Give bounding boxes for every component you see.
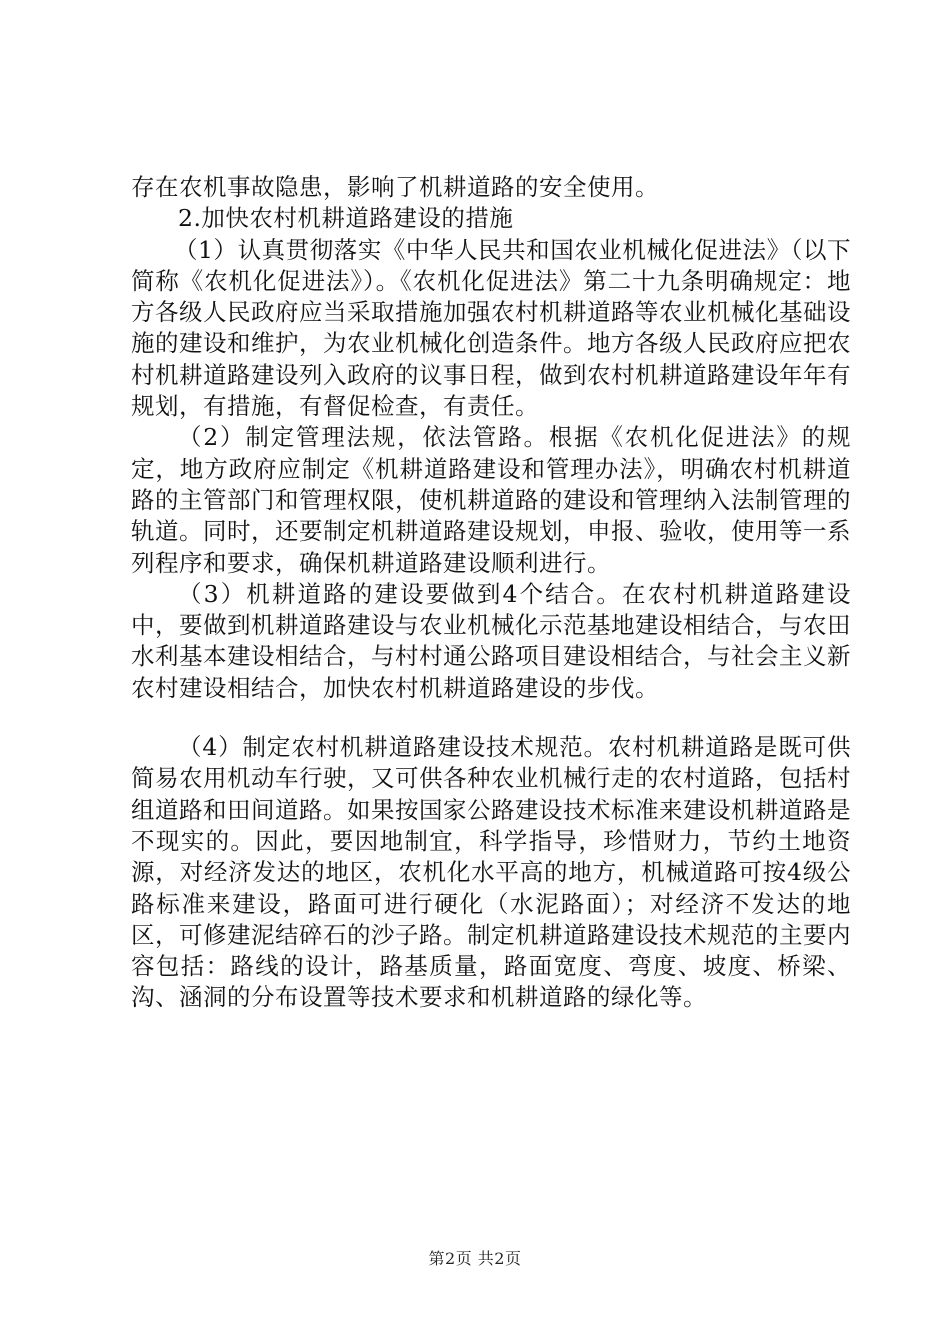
document-body bbox=[131, 172, 851, 1014]
section-heading: 2.加快农村机耕道路建设的措施 bbox=[178, 204, 514, 233]
paragraph-measure-1: （1）认真贯彻落实《中华人民共和国农业机械化促进法》（以下简称《农机化促进法》）。《农机化促进法》第二十九条明确规定：地方各级人民政府应当采取措施加强农村机耕道路等农业机械化基础设施的建设和维护，为农业机械化创造条件。地方各级人民政府应把农村机耕道路建设列入政府的议事日程，做到农村机耕道路建设年年有规划，有措施，有督促检查，有责任。 bbox=[131, 235, 851, 421]
paragraph-measure-2: （2）制定管理法规，依法管路。根据《农机化促进法》的规定，地方政府应制定《机耕道路建设和管理办法》，明确农村机耕道路的主管部门和管理权限，使机耕道路的建设和管理纳入法制管理的轨道。同时，还要制定机耕道路建设规划，申报、验收，使用等一系列程序和要求，确保机耕道路建设顺利进行。 bbox=[131, 423, 851, 577]
paragraph-measure-3: （3）机耕道路的建设要做到4个结合。在农村机耕道路建设中，要做到机耕道路建设与农业机械化示范基地建设相结合，与农田水利基本建设相结合，与村村通公路项目建设相结合，与社会主义新农村建设相结合，加快农村机耕道路建设的步伐。 bbox=[131, 579, 851, 702]
paragraph-measure-4: （4）制定农村机耕道路建设技术规范。农村机耕道路是既可供简易农用机动车行驶，又可供各种农业机械行走的农村道路，包括村组道路和田间道路。如果按国家公路建设技术标准来建设机耕道路是不现实的。因此，要因地制宜，科学指导，珍惜财力，节约土地资源，对经济发达的地区，农机化水平高的地方，机械道路可按4级公路标准来建设，路面可进行硬化（水泥路面）；对经济不发达的地区，可修建泥结碎石的沙子路。制定机耕道路建设技术规范的主要内容包括：路线的设计，路基质量，路面宽度、弯度、坡度、桥梁、沟、涵洞的分布设置等技术要求和机耕道路的绿化等。 bbox=[131, 733, 851, 1012]
paragraph-continuation: 存在农机事故隐患，影响了机耕道路的安全使用。 bbox=[131, 173, 659, 201]
page-footer: 第2页 共2页 bbox=[428, 1249, 522, 1268]
